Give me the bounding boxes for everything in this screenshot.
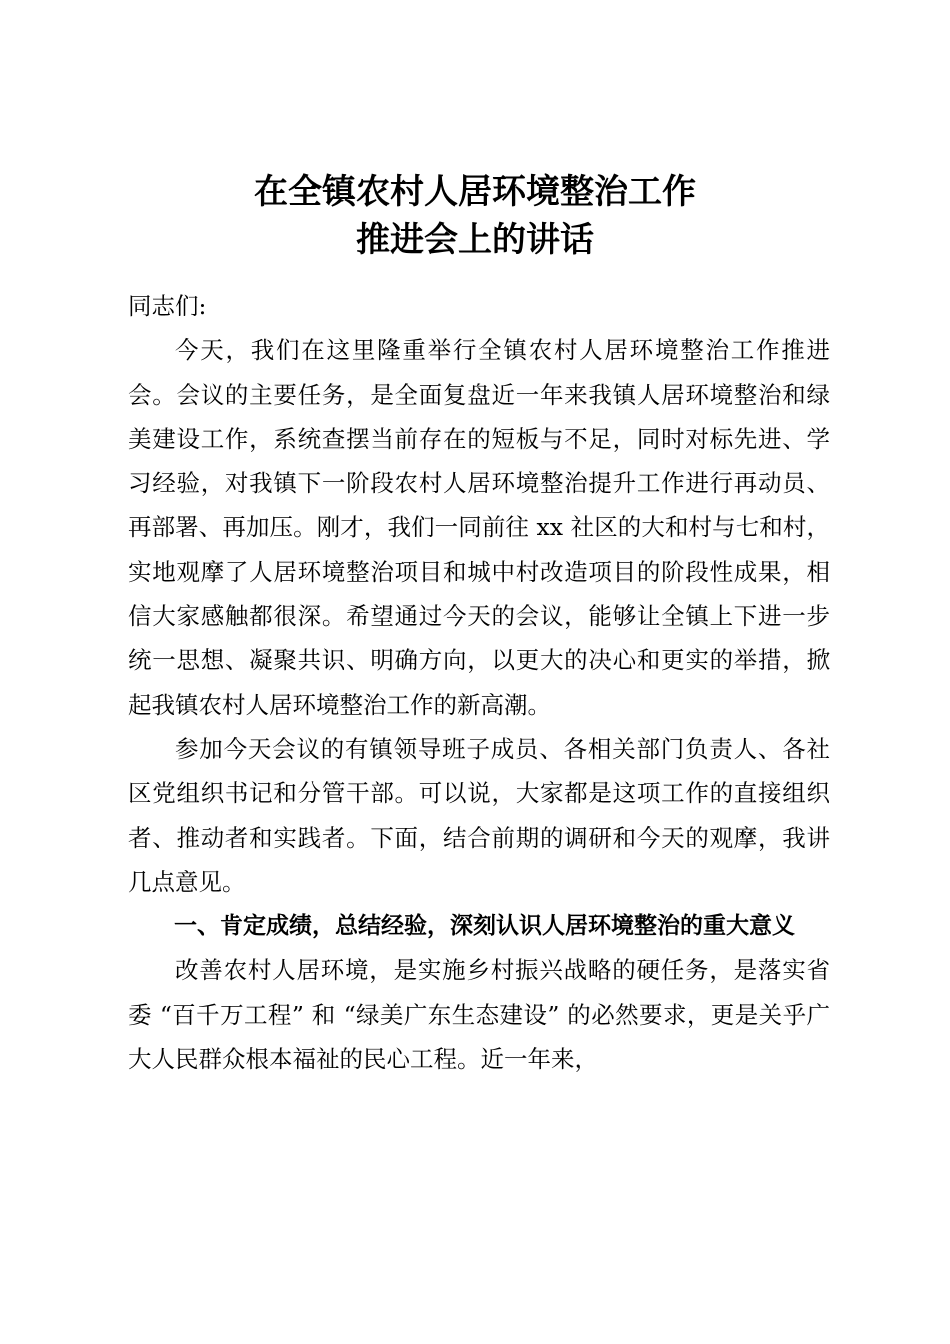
- paragraph-attendees: 参加今天会议的有镇领导班子成员、各相关部门负责人、各社区党组织书记和分管干部。可以说，大家都是这项工作的直接组织者、推动者和实践者。下面，结合前期的调研和今天的观摩，我讲几点意见。: [128, 734, 830, 896]
- greeting: 同志们:: [128, 292, 207, 320]
- document-title-line-2: 推进会上的讲话: [356, 220, 594, 260]
- document-title-line-1: 在全镇农村人居环境整治工作: [254, 172, 696, 212]
- document-body: [128, 284, 830, 1081]
- section-heading-1: 一、肯定成绩，总结经验，深刻认识人居环境整治的重大意义: [174, 913, 795, 940]
- paragraph-opening: 今天，我们在这里隆重举行全镇农村人居环境整治工作推进会。会议的主要任务，是全面复盘近一年来我镇人居环境整治和绿美建设工作，系统查摆当前存在的短板与不足，同时对标先进、学习经验，对我镇下一阶段农村人居环境整治提升工作进行再动员、再部署、再加压。刚才，我们一同前往 xx 社区的大和村与七和村，实地观摩了人居环境整治项目和城中村改造项目的阶段性成果，相信大家感触都很深。希望通过今天的会议，能够让全镇上下进一步统一思想、凝聚共识、明确方向，以更大的决心和更实的举措，掀起我镇农村人居环境整治工作的新高潮。: [128, 336, 830, 719]
- paragraph-section-1: 改善农村人居环境，是实施乡村振兴战略的硬任务，是落实省委 “百千万工程” 和 “绿美广东生态建设” 的必然要求，更是关乎广大人民群众根本福祉的民心工程。近一年来，: [128, 956, 830, 1074]
